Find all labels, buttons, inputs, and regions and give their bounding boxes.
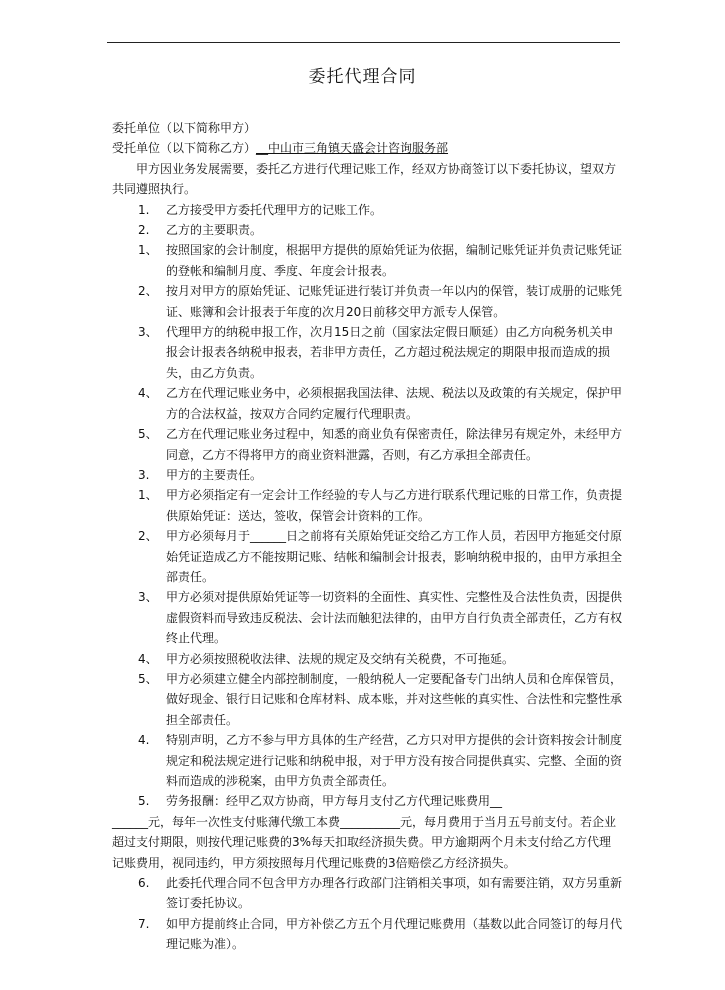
clause-number: 2. [138, 223, 150, 238]
party-b-line [112, 138, 622, 158]
clause-5 [112, 791, 622, 811]
clause-number: 4、 [138, 651, 158, 666]
clause-text: 劳务报酬：经甲乙双方协商，甲方每月支付乙方代理记账费用__ [166, 794, 503, 809]
clause-number: 1. [138, 202, 150, 217]
clause-text: 甲方必须建立健全内部控制制度，一般纳税人一定要配备专门出纳人员和仓库保管员，做好现金、银行日记账和仓库材料、成本账，并对这些帐的真实性、合法性和完整性承担全部责任。 [166, 671, 623, 727]
clause-4 [112, 730, 622, 791]
intro-paragraph: 甲方因业务发展需要，委托乙方进行代理记账工作，经双方协商签订以下委托协议，望双方共同遵照执行。 [112, 161, 617, 197]
clause-number: 6. [138, 876, 150, 891]
clause-3-5 [112, 669, 622, 730]
clause-7 [112, 914, 622, 955]
clause-number: 5、 [138, 427, 158, 442]
clause-text: 乙方接受甲方委托代理甲方的记账工作。 [166, 202, 383, 217]
party-b-name: __中山市三角镇天盛会计咨询服务部 [256, 141, 449, 156]
clause-3-1 [112, 485, 622, 526]
party-b-label: 受托单位（以下简称乙方） [112, 141, 257, 156]
clause-3 [112, 465, 622, 485]
clause-2-3 [112, 322, 622, 383]
clause-number: 2、 [138, 284, 158, 299]
clause-2-1 [112, 240, 622, 281]
clause-text: 按照国家的会计制度，根据甲方提供的原始凭证为依据，编制记账凭证并负责记账凭证的登帐和编制月度、季度、年度会计报表。 [166, 243, 623, 278]
clause-number: 3、 [138, 590, 158, 605]
clause-2-4 [112, 383, 622, 424]
clause-text: 甲方的主要责任。 [166, 467, 263, 482]
clause-number: 2、 [138, 529, 158, 544]
clause-text: 特别声明，乙方不参与甲方具体的生产经营，乙方只对甲方提供的会计资料按会计制度规定和税法规定进行记账和纳税申报，对于甲方没有按合同提供真实、完整、全面的资料而造成的涉税案，由甲方负责全部责任。 [166, 733, 623, 788]
clause-text: 按月对甲方的原始凭证、记账凭证进行装订并负责一年以内的保管，装订成册的记账凭证、账簿和会计报表于年度的次月20日前移交甲方派专人保管。 [166, 284, 623, 319]
clause-1 [112, 200, 622, 220]
document-title: 委托代理合同 [308, 67, 417, 87]
clause-3-3 [112, 587, 622, 648]
clause-text: 乙方在代理记账业务中，必须根据我国法律、法规、税法以及政策的有关规定，保护甲方的合法权益，按双方合同约定履行代理职责。 [166, 386, 623, 421]
contract-body [112, 118, 622, 955]
clause-number: 5、 [138, 671, 158, 686]
clause-number: 3. [138, 467, 150, 482]
clause-text: 甲方必须每月于______日之前将有关原始凭证交给乙方工作人员，若因甲方拖延交付原始凭证造成乙方不能按期记账、结帐和编制会计报表，影响纳税申报的，由甲方承担全部责任。 [166, 529, 623, 584]
clause-text: 甲方必须对提供原始凭证等一切资料的全面性、真实性、完整性及合法性负责，因提供虚假资料而导致违反税法、会计法而触犯法律的，由甲方自行负责全部责任，乙方有权终止代理。 [166, 590, 623, 646]
clause-text: 此委托代理合同不包含甲方办理各行政部门注销相关事项，如有需要注销，双方另重新签订委托协议。 [166, 876, 623, 911]
clause-number: 4、 [138, 386, 158, 401]
clause-3-2 [112, 526, 622, 587]
clause-text: 甲方必须指定有一定会计工作经验的专人与乙方进行联系代理记账的日常工作，负责提供原始凭证：送达，签收，保管会计资料的工作。 [166, 488, 623, 523]
fee-continuation: ______元，每年一次性支付账薄代缴工本费__________元，每月费用于当月五号前支付。若企业超过支付期限，则按代理记账费的3%每天扣取经济损失费。甲方逾期两个月未支付给乙方代理记账费用，视同违约，甲方须按照每月代理记账费的3倍赔偿乙方经济损失。 [112, 814, 617, 870]
clause-text: 甲方必须按照税收法律、法规的规定及交纳有关税费，不可拖延。 [166, 651, 515, 666]
clause-number: 1、 [138, 243, 158, 258]
clause-3-4 [112, 649, 622, 669]
party-a-line: 委托单位（以下简称甲方） [112, 121, 257, 135]
clause-text: 乙方的主要职责。 [166, 223, 263, 238]
clause-text: 乙方在代理记账业务过程中，知悉的商业负有保密责任，除法律另有规定外，未经甲方同意，乙方不得将甲方的商业资料泄露，否则，有乙方承担全部责任。 [166, 427, 623, 462]
clause-text: 代理甲方的纳税申报工作，次月15日之前（国家法定假日顺延）由乙方向税务机关申报会计报表各纳税申报表，若非甲方责任，乙方超过税法规定的期限申报而造成的损失，由乙方负责。 [166, 325, 614, 380]
clause-2-5 [112, 424, 622, 465]
clause-2-2 [112, 281, 622, 322]
clause-text: 如甲方提前终止合同，甲方补偿乙方五个月代理记账费用（基数以此合同签订的每月代理记账为准）。 [166, 916, 623, 952]
clause-6 [112, 873, 622, 914]
clause-number: 3、 [138, 325, 158, 340]
clause-number: 1、 [138, 488, 158, 503]
clause-2 [112, 220, 622, 240]
clause-number: 4. [138, 733, 150, 748]
clause-number: 7. [138, 916, 150, 931]
clause-number: 5. [138, 794, 150, 809]
header-rule [107, 42, 620, 43]
